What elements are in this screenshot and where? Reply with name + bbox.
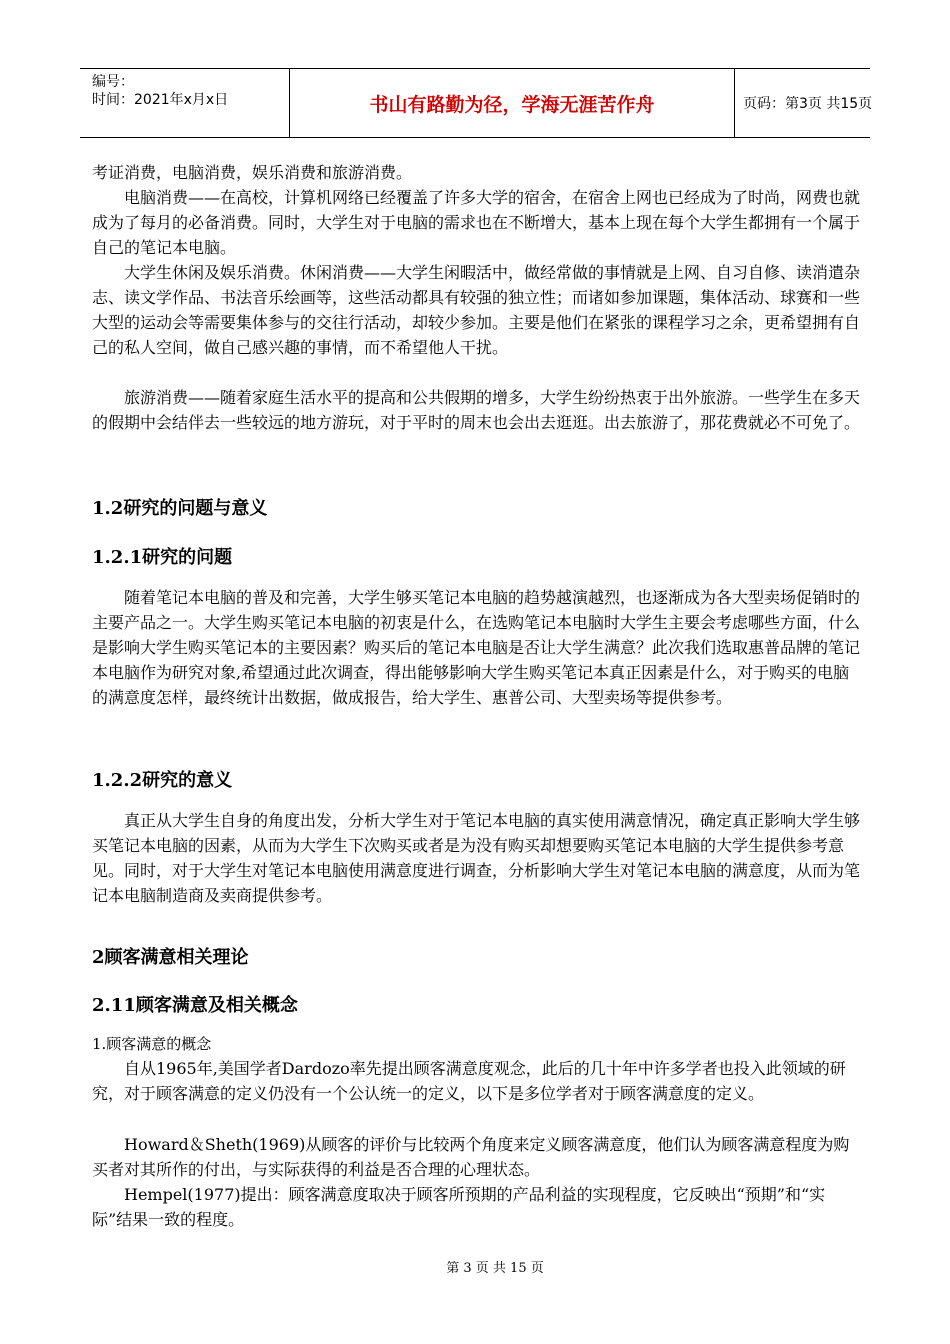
header-motto: 书山有路勤为径，学海无涯苦作舟: [290, 69, 735, 137]
paragraph: Howard＆Sheth(1969)从顾客的评价与比较两个角度来定义顾客满意度，他们认为顾客满意程度为购买者对其所作的付出，与实际获得的利益是否合理的心理状态。: [92, 1135, 850, 1179]
page-footer: 第 3 页 共 15 页: [446, 1261, 544, 1276]
document-date: 时间：2021年x月x日: [92, 92, 229, 108]
paragraph: 大学生休闲及娱乐消费。休闲消费——大学生闲暇活中，做经常做的事情就是上网、自习自修、读消遣杂志、读文学作品、书法音乐绘画等，这些活动都具有较强的独立性；而诸如参加课题，集体活动、球赛和一些大型的运动会等需要集体参与的交往行活动，却较少参加。主要是他们在紧张的课程学习之余，更希望拥有自己的私人空间，做自己感兴趣的事情，而不希望他人干扰。: [92, 263, 861, 357]
section-heading: 2顾客满意相关理论: [92, 947, 249, 968]
document-number: 编号：: [92, 74, 134, 90]
section-heading: 1.2研究的问题与意义: [92, 498, 268, 519]
subsection-heading: 1.2.1研究的问题: [92, 547, 233, 568]
paragraph: 真正从大学生自身的角度出发，分析大学生对于笔记本电脑的真实使用满意情况，确定真正影响大学生够买笔记本电脑的因素，从而为大学生下次购买或者是为没有购买却想要购买笔记本电脑的大学生提供参考意见。同时，对于大学生对笔记本电脑使用满意度进行调查，分析影响大学生对笔记本电脑的满意度，从而为笔记本电脑制造商及卖商提供参考。: [92, 811, 861, 905]
paragraph: 自从1965年,美国学者Dardozo率先提出顾客满意度观念，此后的几十年中许多学者也投入此领域的研究，对于顾客满意的定义仍没有一个公认统一的定义，以下是多位学者对于顾客满意度的定义。: [92, 1059, 846, 1103]
page-header: [80, 68, 873, 138]
header-page-info: 页码：第3页 共15页: [743, 96, 873, 112]
paragraph: Hempel(1977)提出：顾客满意度取决于顾客所预期的产品利益的实现程度，它反映出“预期”和“实际”结果一致的程度。: [92, 1185, 826, 1229]
paragraph: 旅游消费——随着家庭生活水平的提高和公共假期的增多，大学生纷纷热衷于出外旅游。一些学生在多天的假期中会结伴去一些较远的地方游玩，对于平时的周末也会出去逛逛。出去旅游了，那花费就必不可免了。: [92, 388, 861, 432]
paragraph: 电脑消费——在高校，计算机网络已经覆盖了许多大学的宿舍，在宿舍上网也已经成为了时尚，网费也就成为了每月的必备消费。同时，大学生对于电脑的需求也在不断增大，基本上现在每个大学生都拥有一个属于自己的笔记本电脑。: [92, 188, 861, 257]
subsection-heading: 1.2.2研究的意义: [92, 770, 233, 791]
paragraph: 随着笔记本电脑的普及和完善，大学生够买笔记本电脑的趋势越演越烈，也逐渐成为各大型卖场促销时的主要产品之一。大学生购买笔记本电脑的初衷是什么，在选购笔记本电脑时大学生主要会考虑哪些方面，什么是影响大学生购买笔记本的主要因素？购买后的笔记本电脑是否让大学生满意？此次我们选取惠普品牌的笔记本电脑作为研究对象,希望通过此次调查，得出能够影响大学生购买笔记本真正因素是什么，对于购买的电脑的满意度怎样，最终统计出数据，做成报告，给大学生、惠普公司、大型卖场等提供参考。: [92, 588, 861, 707]
subheading: 1.顾客满意的概念: [92, 1035, 212, 1053]
subsection-heading: 2.11顾客满意及相关概念: [92, 995, 298, 1016]
header-meta-cell: [80, 69, 290, 137]
paragraph: 考证消费，电脑消费，娱乐消费和旅游消费。: [92, 163, 413, 182]
